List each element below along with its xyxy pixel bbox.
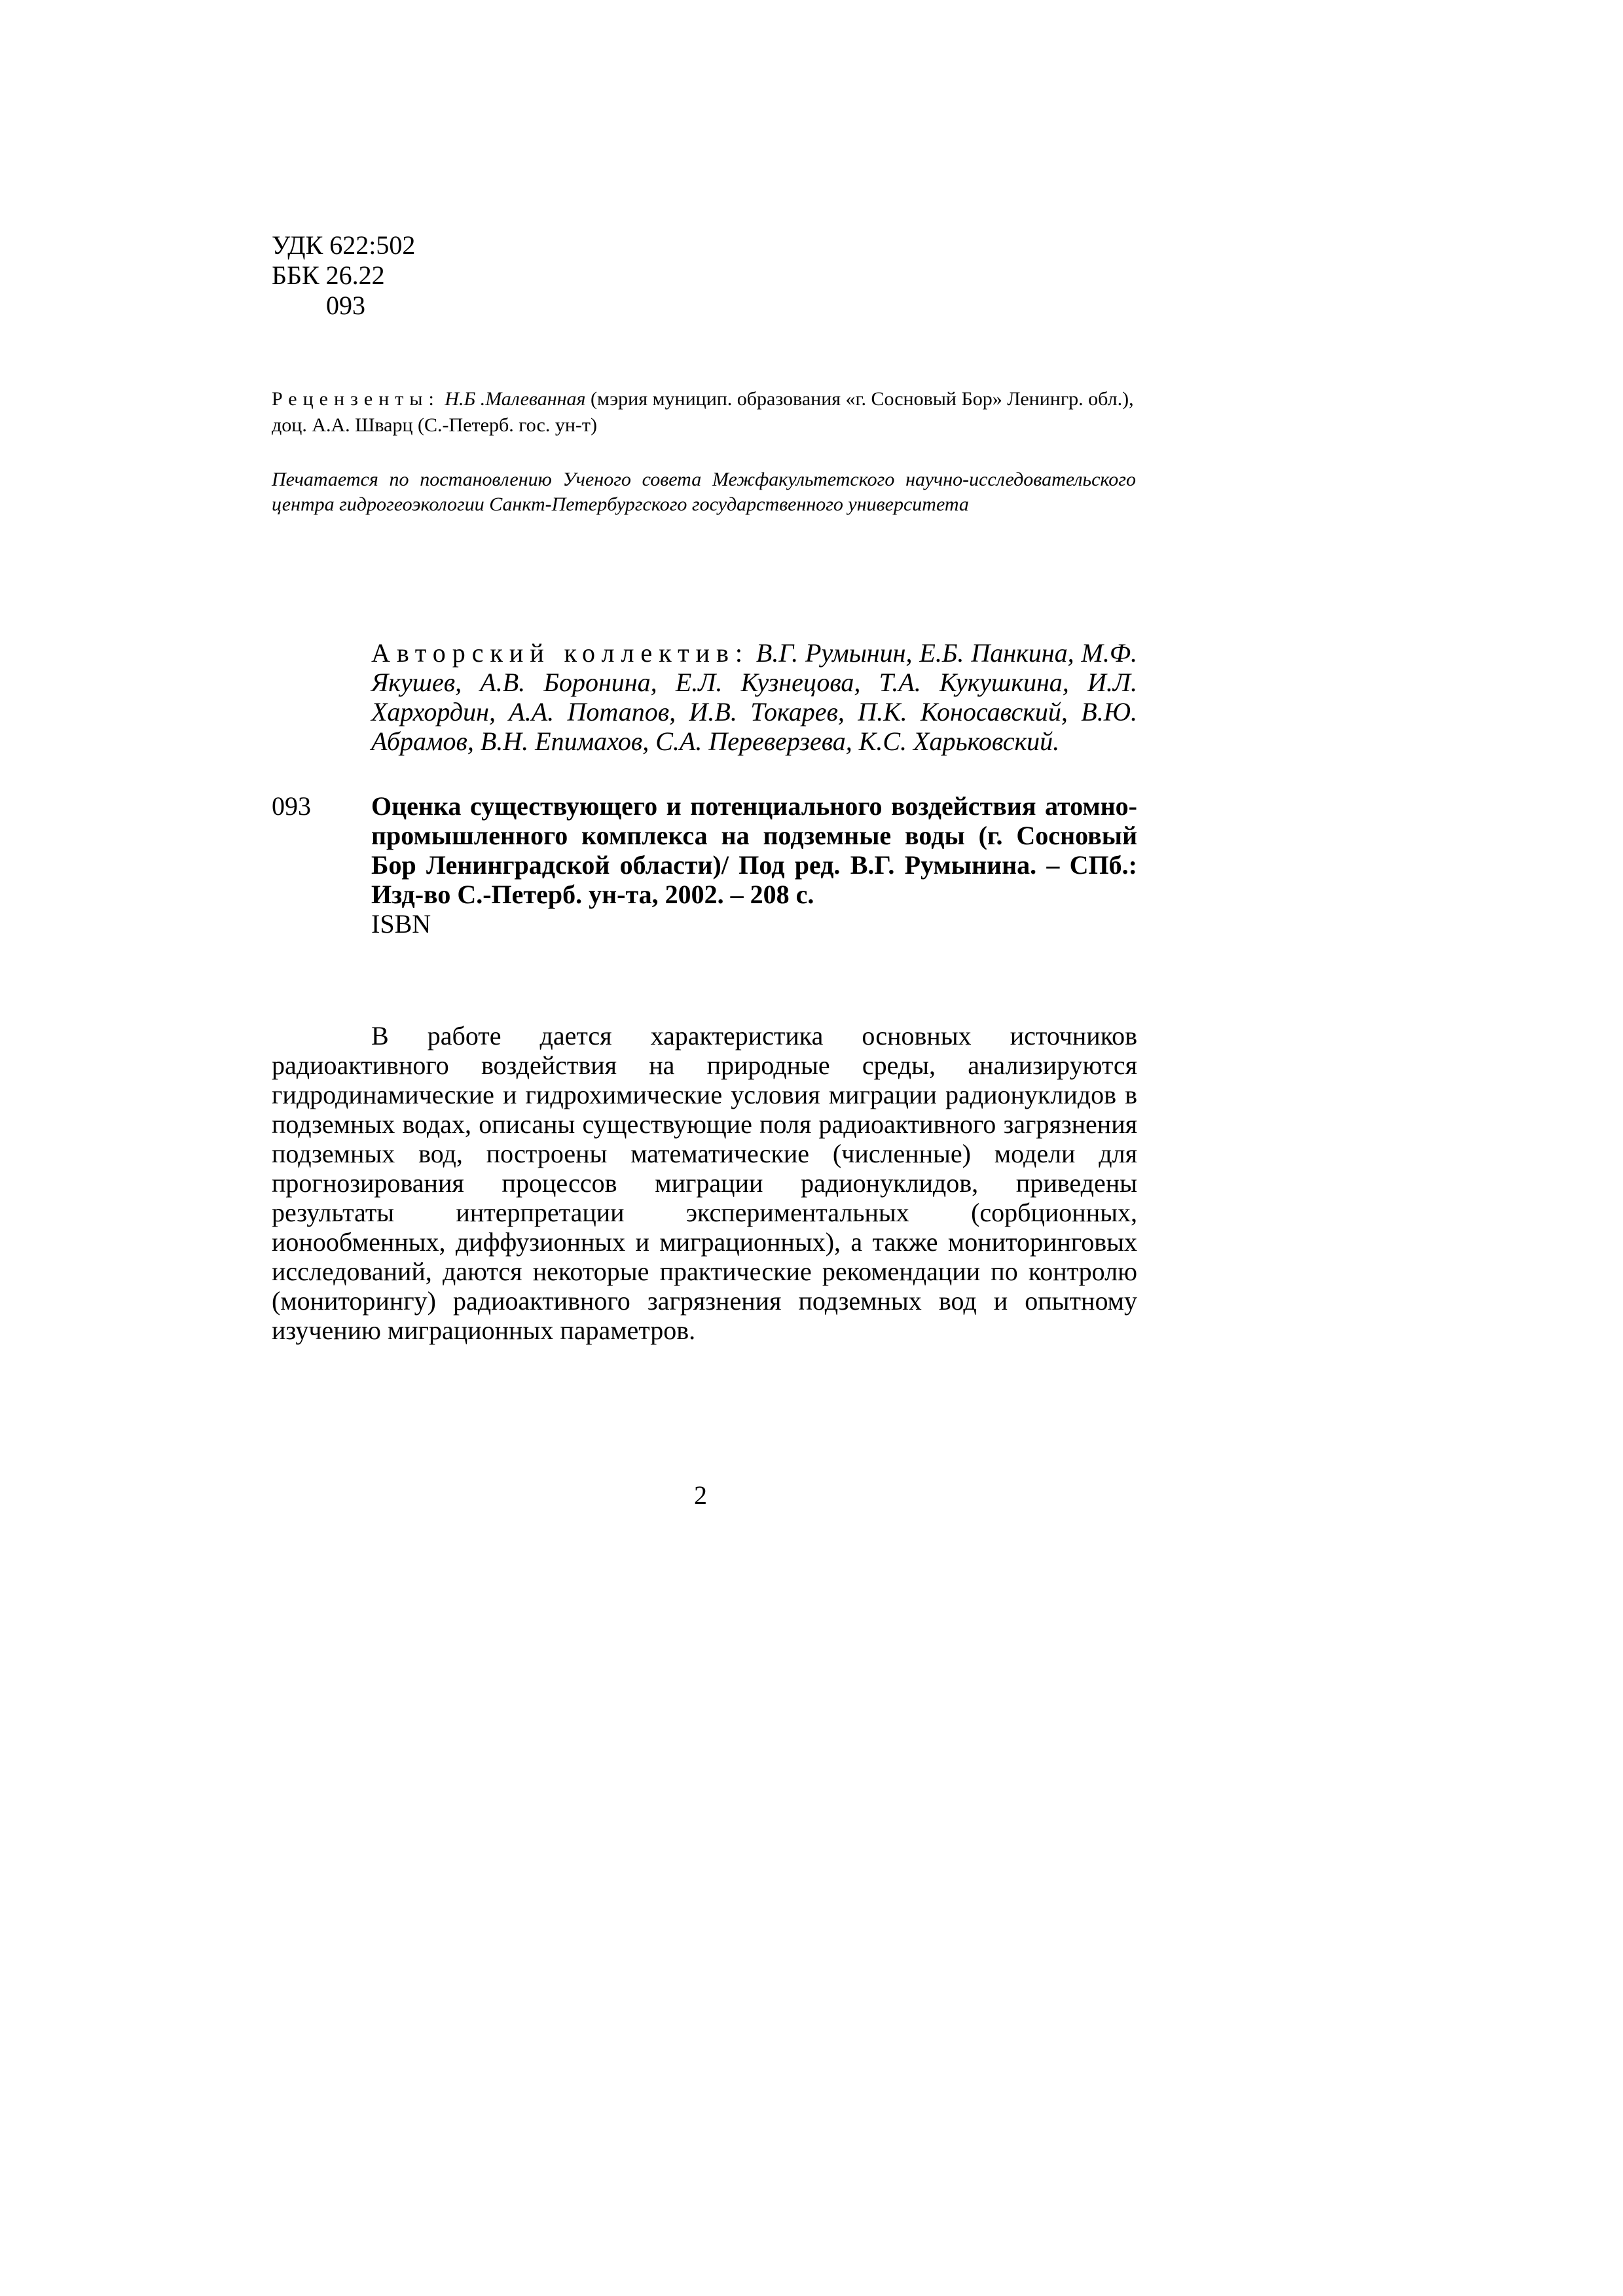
page-number: 2	[694, 1480, 707, 1510]
classification-codes	[272, 230, 415, 321]
reviewer-name: Н.Б .Малеванная	[445, 388, 586, 410]
udk-code: УДК 622:502	[272, 230, 416, 260]
reviewers-lead: Рецензенты:	[272, 388, 440, 410]
abstract-paragraph: В работе дается характеристика основных источников радиоактивного воздействия на природные среды, анализируются гидродинамические и гидрохимические условия миграции радионуклидов в подземных водах, описаны существующие поля радиоактивного загрязнения подземных вод, построены математические (численные) модели для прогнозирования процессов миграции радионуклидов, приведены результаты интерпретации экспериментальных (сорбционных, ионообменных, диффузионных и миграционных), а также мониторинговых исследований, даются некоторые практические рекомендации по контролю (мониторингу) радиоактивного загрязнения подземных вод и опытному изучению миграционных параметров.	[272, 1021, 1137, 1345]
reviewers-block	[272, 386, 1136, 439]
approval-note: Печатается по постановлению Ученого совета Межфакультетского научно-исследовательского центра гидрогеоэкологии Санкт-Петербургского государственного университета	[272, 469, 1136, 515]
isbn-label: ISBN	[371, 909, 431, 939]
reviewers-text: (мэрия муницип. образования «г. Сосновый Бор» Ленингр. обл.), доц. А.А. Шварц (С.-Петерб. гос. ун-т)	[272, 388, 1134, 436]
catalog-index: 093	[326, 291, 365, 320]
authors-names: В.Г. Румынин, Е.Б. Панкина, М.Ф. Якушев, А.В. Боронина, Е.Л. Кузнецова, Т.А. Кукушкина, И.Л. Хархордин, А.А. Потапов, И.В. Токарев, П.К. Коносавский, В.Ю. Абрамов, В.Н. Епимахов, С.А. Переверзева, К.С. Харьковский.	[371, 638, 1137, 756]
authors-lead: Авторский коллектив:	[371, 638, 749, 668]
bbk-code: ББК 26.22	[272, 260, 385, 290]
authors-block	[371, 638, 1137, 756]
biblio-code: 093	[272, 791, 311, 821]
biblio-title: Оценка существующего и потенциального воздействия атомно-промышленного комплекса на подземные воды (г. Сосновый Бор Ленинградской области)/ Под ред. В.Г. Румынина. – СПб.: Изд-во С.-Петерб. ун-та, 2002. – 208 с.	[371, 791, 1137, 909]
